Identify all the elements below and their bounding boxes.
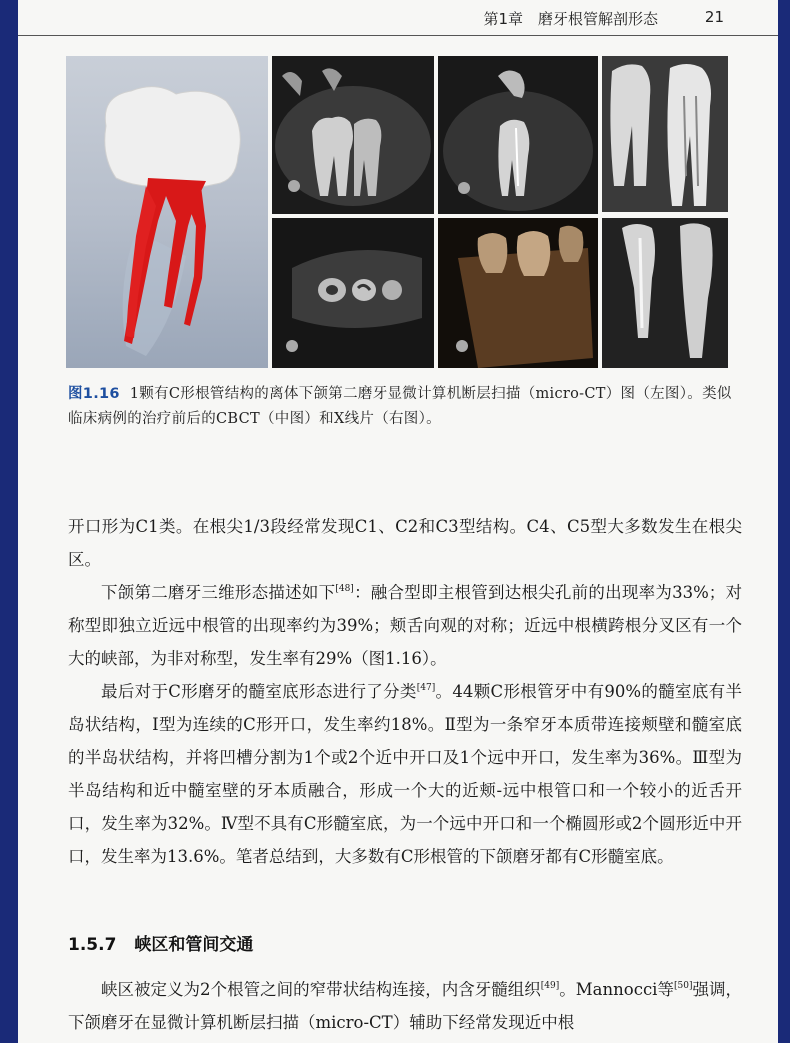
figure-caption-text: 1颗有C形根管结构的离体下颌第二磨牙显微计算机断层扫描（micro-CT）图（左图）。类似临床病例的治疗前后的CBCT（中图）和X线片（右图）。 — [68, 386, 732, 427]
running-header — [18, 0, 778, 36]
paragraph-2-post: ：融合型即主根管到达根尖孔前的出现率为33%；对称型即独立近远中根管的出现率约为39%；颊舌向观的对称；近远中根横跨根分叉区有一个大的峡部，为非对称型，发生率有29%（图1.16）。 — [68, 583, 742, 668]
paragraph-2 — [68, 576, 742, 675]
figure-caption — [68, 382, 732, 432]
paragraph-3 — [68, 675, 742, 873]
cbct-3d-volume-image — [438, 218, 598, 368]
citation-48: [48] — [335, 584, 354, 594]
cbct-axial-image — [272, 218, 434, 368]
paragraph-2-pre: 下颌第二磨牙三维形态描述如下 — [101, 583, 336, 602]
citation-47: [47] — [416, 683, 436, 693]
section-heading — [68, 930, 271, 955]
cbct-image-1 — [272, 56, 434, 214]
cbct-image-2 — [438, 56, 598, 214]
citation-50: [50] — [673, 981, 693, 991]
citation-49: [49] — [540, 981, 560, 991]
book-page — [18, 0, 778, 1043]
paragraph-1 — [68, 510, 742, 576]
xray-image-2 — [602, 218, 728, 368]
section-number: 1.5.7 — [68, 935, 117, 955]
chapter-title: 第1章 磨牙根管解剖形态 — [483, 10, 658, 28]
micro-ct-render-image — [66, 56, 268, 368]
paragraph-3-post: 。44颗C形根管牙中有90%的髓室底有半岛状结构，Ⅰ型为连续的C形开口，发生率约18%。Ⅱ型为一条窄牙本质带连接颊壁和髓室底的半岛状结构，并将凹槽分割为1个或2个近中开口及1个远中开口，发生率为36%。Ⅲ型为半岛结构和近中髓室壁的牙本质融合，形成一个大的近颊-远中根管口和一个较小的近舌开口，发生率为32%。Ⅳ型不具有C形髓室底，为一个远中开口和一个椭圆形或2个圆形近中开口，发生率为13.6%。笔者总结到，大多数有C形根管的下颌磨牙都有C形髓室底。 — [68, 682, 743, 866]
paragraph-4 — [68, 973, 742, 1039]
paragraph-4-post: 强调，下颌磨牙在显微计算机断层扫描（micro-CT）辅助下经常发现近中根 — [68, 980, 742, 1032]
paragraph-4-mid: 。Mannocci等 — [559, 980, 674, 999]
section-title: 峡区和管间交通 — [134, 935, 254, 955]
figure-1-16 — [66, 56, 728, 368]
xray-image-1 — [602, 56, 728, 212]
figure-label: 图1.16 — [68, 386, 120, 402]
paragraph-3-pre: 最后对于C形磨牙的髓室底形态进行了分类 — [101, 682, 417, 701]
paragraph-4-pre: 峡区被定义为2个根管之间的窄带状结构连接，内含牙髓组织 — [101, 980, 541, 999]
paragraph-1-text: 开口形为C1类。在根尖1/3段经常发现C1、C2和C3型结构。C4、C5型大多数发生在根尖区。 — [68, 517, 742, 569]
page-number: 21 — [704, 8, 724, 26]
